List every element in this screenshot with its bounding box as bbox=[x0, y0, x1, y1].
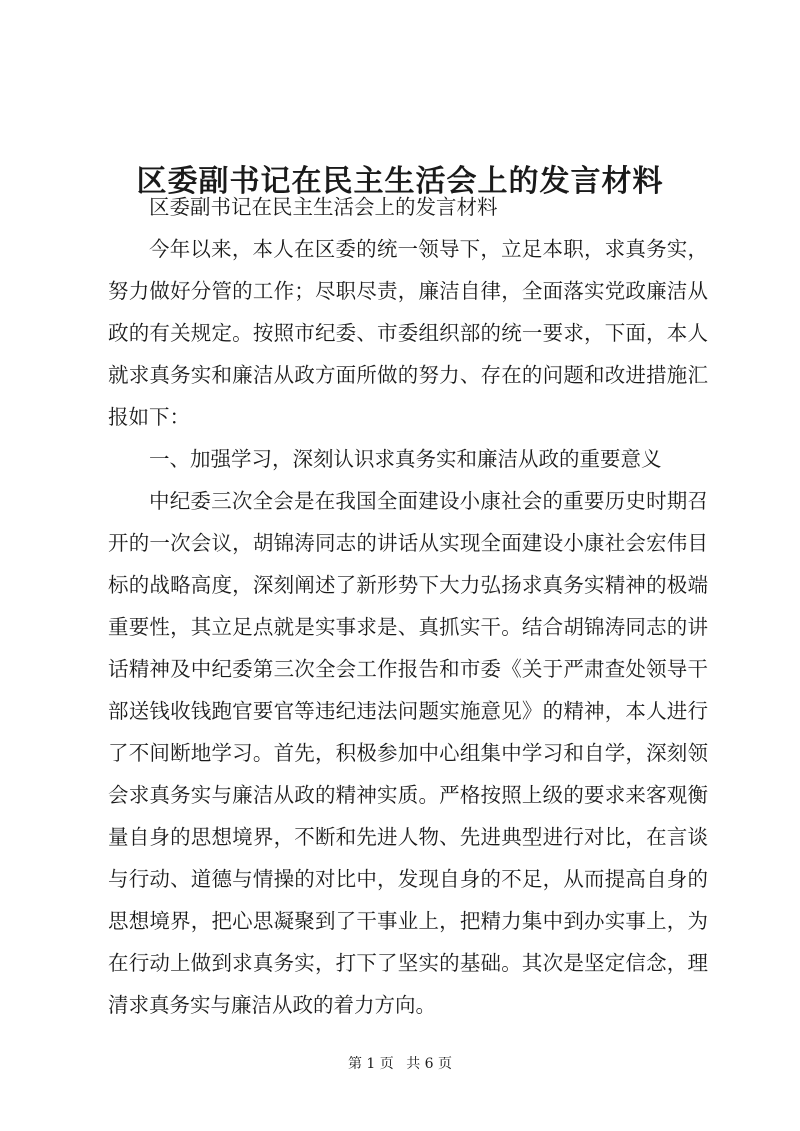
page-total: 共 6 页 bbox=[406, 1056, 453, 1072]
paragraph-intro: 今年以来，本人在区委的统一领导下，立足本职，求真务实，努力做好分管的工作；尽职尽责，廉洁自律，全面落实党政廉洁从政的有关规定。按照市纪委、市委组织部的统一要求，下面，本人就求真务实和廉洁从政方面所做的努力、存在的问题和改进措施汇报如下： bbox=[108, 237, 708, 429]
document-body bbox=[108, 186, 708, 1026]
section-heading: 一、加强学习，深刻认识求真务实和廉洁从政的重要意义 bbox=[149, 447, 662, 471]
document-title: 区委副书记在民主生活会上的发言材料 bbox=[136, 164, 664, 200]
paragraph-subtitle: 区委副书记在民主生活会上的发言材料 bbox=[149, 195, 498, 219]
paragraph-study: 中纪委三次全会是在我国全面建设小康社会的重要历史时期召开的一次会议，胡锦涛同志的讲话从实现全面建设小康社会宏伟目标的战略高度，深刻阐述了新形势下大力弘扬求真务实精神的极端重要性，其立足点就是实事求是、真抓实干。结合胡锦涛同志的讲话精神及中纪委第三次全会工作报告和市委《关于严肃查处领导干部送钱收钱跑官要官等违纪违法问题实施意见》的精神，本人进行了不间断地学习。首先，积极参加中心组集中学习和自学，深刻领会求真务实与廉洁从政的精神实质。严格按照上级的要求来客观衡量自身的思想境界，不断和先进人物、先进典型进行对比，在言谈与行动、道德与情操的对比中，发现自身的不足，从而提高自身的思想境界，把心思凝聚到了干事业上，把精力集中到办实事上，为在行动上做到求真务实，打下了坚实的基础。其次是坚定信念，理清求真务实与廉洁从政的着力方向。 bbox=[108, 489, 708, 1017]
page-footer bbox=[0, 1054, 800, 1074]
page-number: 第 1 页 bbox=[347, 1056, 394, 1072]
